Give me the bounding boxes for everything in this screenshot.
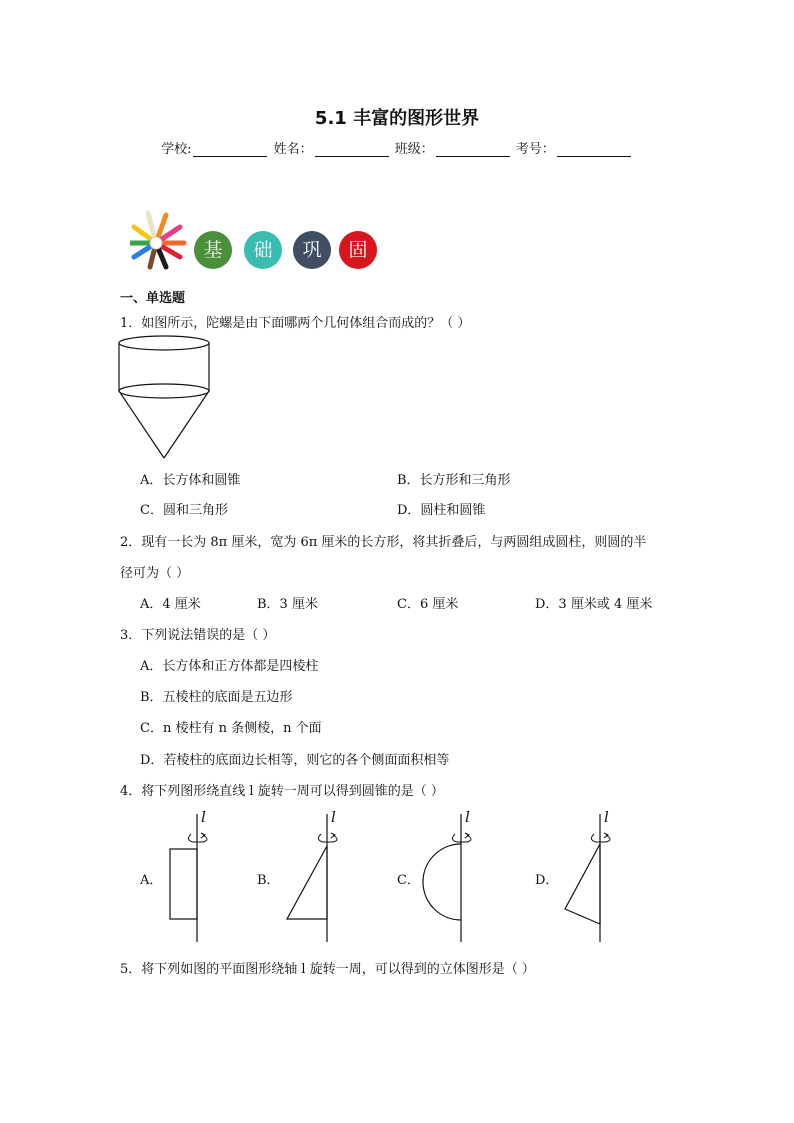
q4-figure-d-triangle [558, 804, 618, 944]
q2-option-c[interactable]: C．6 厘米 [397, 597, 459, 612]
q4-option-c[interactable]: C． [397, 873, 420, 888]
school-label: 学校: [161, 142, 192, 157]
q1-option-a[interactable]: A．长方体和圆锥 [140, 473, 241, 488]
q4-figure-b-triangle [280, 804, 340, 944]
question-5-stem: 5．将下列如图的平面图形绕轴 l 旋转一周，可以得到的立体图形是（ ） [120, 962, 535, 977]
colored-pencils-icon [130, 207, 190, 273]
exam-number-label: 考号： [515, 142, 555, 157]
page-title: 5.1 丰富的图形世界 [314, 108, 480, 129]
badge-gu: 固 [339, 231, 377, 269]
question-1-stem: 1．如图所示，陀螺是由下面哪两个几何体组合而成的？（ ） [120, 316, 471, 331]
q2-option-b[interactable]: B．3 厘米 [257, 597, 318, 612]
q2-option-a[interactable]: A．4 厘米 [140, 597, 201, 612]
question-3-stem: 3．下列说法错误的是（ ） [120, 628, 276, 643]
question-2-stem-line1: 2．现有一长为 8π 厘米，宽为 6π 厘米的长方形，将其折叠后，与两圆组成圆柱，则圆的半 [120, 535, 647, 550]
q1-option-c[interactable]: C．圆和三角形 [140, 503, 228, 518]
q3-option-c[interactable]: C．n 棱柱有 n 条侧棱，n 个面 [140, 721, 322, 736]
q4-figure-a-rectangle [165, 804, 215, 944]
q1-option-b[interactable]: B．长方形和三角形 [397, 473, 511, 488]
spinning-top-figure [117, 334, 213, 462]
name-label: 姓名： [273, 142, 313, 157]
exam-number-blank[interactable] [557, 142, 631, 157]
class-label: 班级： [394, 142, 434, 157]
q4-option-d[interactable]: D． [535, 873, 559, 888]
class-blank[interactable] [436, 142, 510, 157]
section-title: 一、单选题 [120, 291, 186, 306]
q4-figure-c-semicircle [418, 804, 478, 944]
axis-label-l: l [201, 808, 206, 826]
axis-label-l: l [331, 808, 336, 826]
q3-option-b[interactable]: B．五棱柱的底面是五边形 [140, 690, 293, 705]
question-2-stem-line2: 径可为（ ） [120, 566, 190, 581]
badge-ji: 基 [194, 231, 232, 269]
badge-chu: 础 [244, 231, 282, 269]
q2-option-d[interactable]: D．3 厘米或 4 厘米 [535, 597, 653, 612]
question-4-stem: 4．将下列图形绕直线 l 旋转一周可以得到圆锥的是（ ） [120, 784, 444, 799]
student-info-line [0, 138, 794, 157]
q3-option-a[interactable]: A．长方体和正方体都是四棱柱 [140, 659, 319, 674]
school-blank[interactable] [193, 142, 267, 157]
q4-option-a[interactable]: A． [140, 873, 163, 888]
q3-option-d[interactable]: D．若棱柱的底面边长相等，则它的各个侧面面积相等 [140, 753, 450, 768]
q4-option-b[interactable]: B． [257, 873, 280, 888]
axis-label-l: l [604, 808, 609, 826]
q1-option-d[interactable]: D．圆柱和圆锥 [397, 503, 486, 518]
name-blank[interactable] [315, 142, 389, 157]
badge-gong: 巩 [293, 231, 331, 269]
axis-label-l: l [465, 808, 470, 826]
